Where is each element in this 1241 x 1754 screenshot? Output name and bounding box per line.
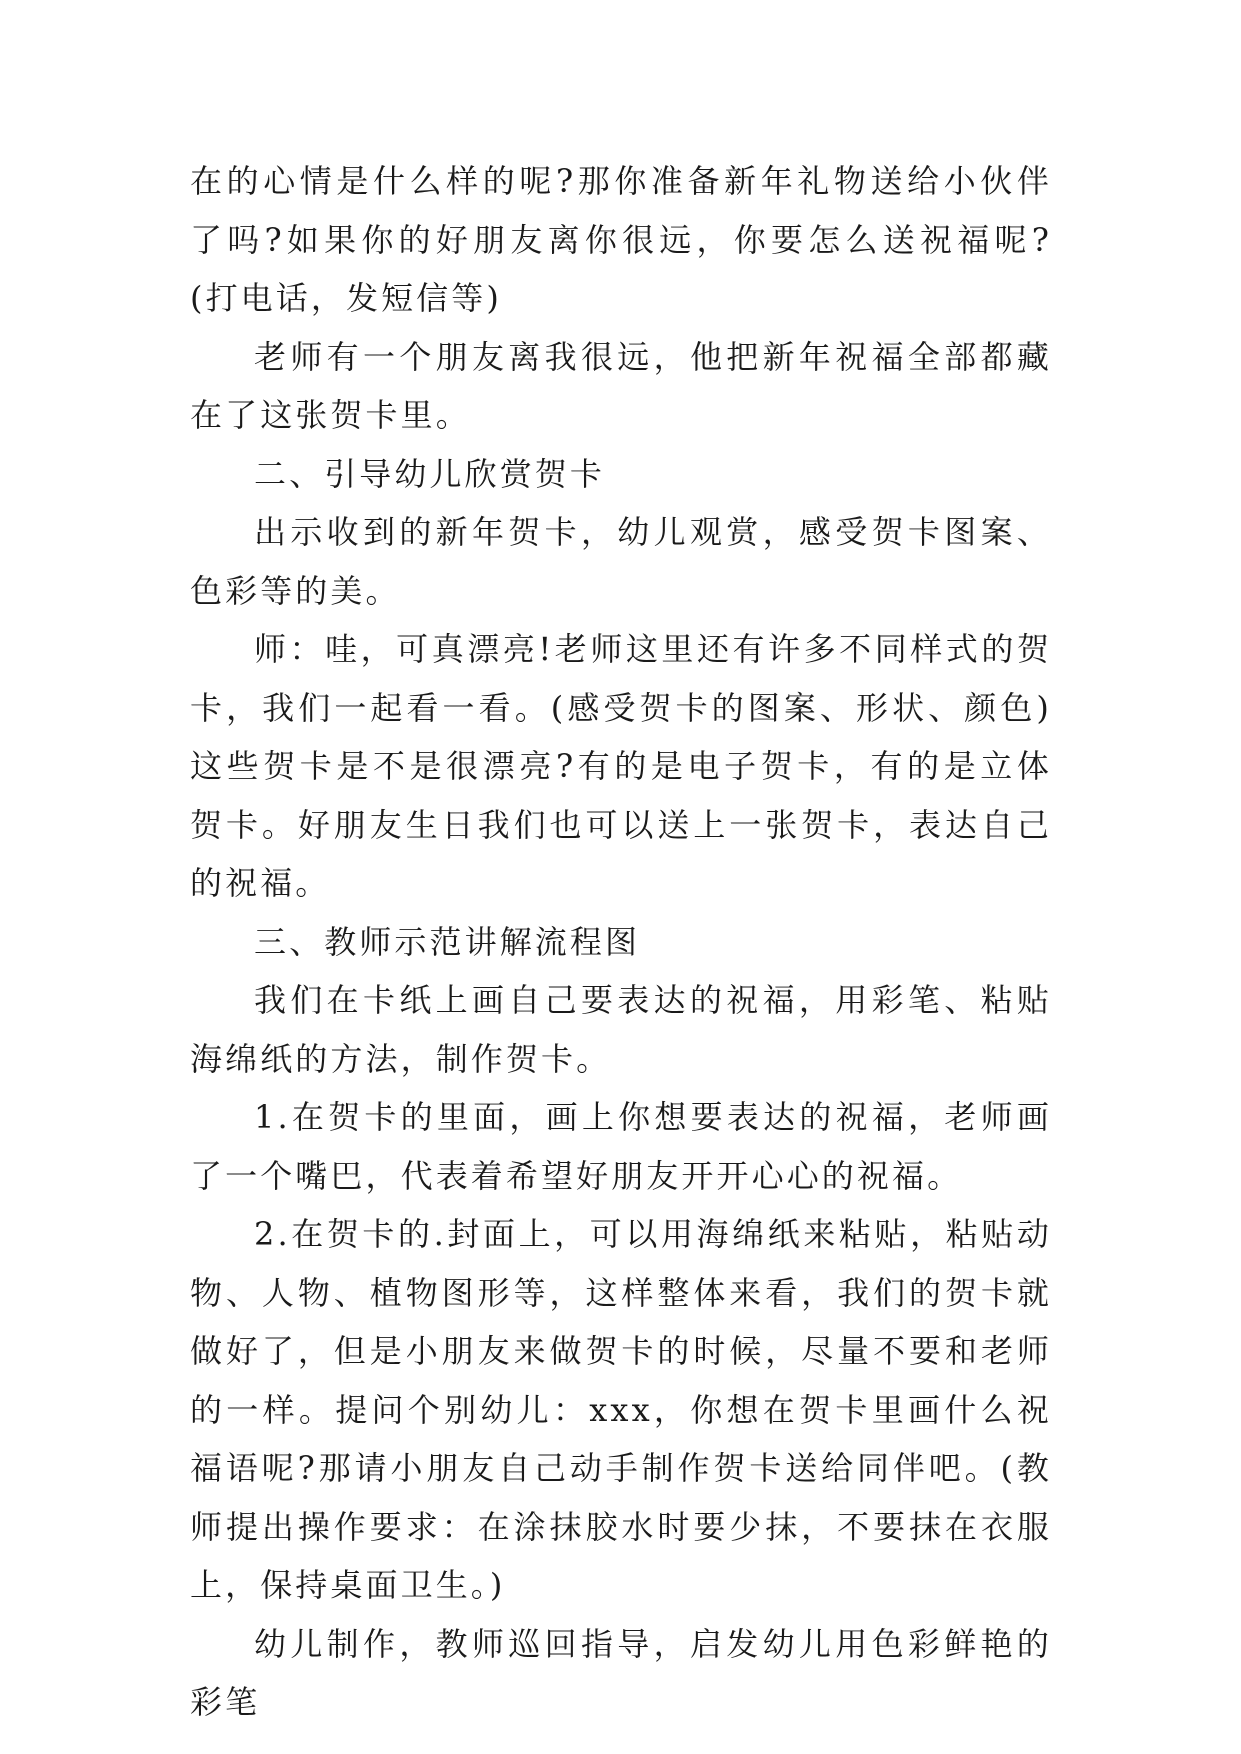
paragraph-2: 老师有一个朋友离我很远，他把新年祝福全部都藏在了这张贺卡里。 — [190, 337, 1052, 434]
list-item-1: 1.在贺卡的里面，画上你想要表达的祝福，老师画了一个嘴巴，代表着希望好朋友开开心心的祝福。 — [190, 1098, 1052, 1195]
paragraph-5: 师：哇，可真漂亮!老师这里还有许多不同样式的贺卡，我们一起看一看。(感受贺卡的图案、形状、颜色)这些贺卡是不是很漂亮?有的是电子贺卡，有的是立体贺卡。好朋友生日我们也可以送上一张贺卡，表达自己的祝福。 — [190, 630, 1052, 902]
paragraph-1: 在的心情是什么样的呢?那你准备新年礼物送给小伙伴了吗?如果你的好朋友离你很远，你要怎么送祝福呢?(打电话，发短信等) — [190, 162, 1052, 317]
list-item-2: 2.在贺卡的.封面上，可以用海绵纸来粘贴，粘贴动物、人物、植物图形等，这样整体来看，我们的贺卡就做好了，但是小朋友来做贺卡的时候，尽量不要和老师的一样。提问个别幼儿：xxx，你想在贺卡里画什么祝福语呢?那请小朋友自己动手制作贺卡送给同伴吧。(教师提出操作要求：在涂抹胶水时要少抹，不要抹在衣服上，保持桌面卫生。) — [190, 1215, 1052, 1604]
paragraph-10: 幼儿制作，教师巡回指导，启发幼儿用色彩鲜艳的彩笔 — [190, 1624, 1052, 1721]
paragraph-7: 我们在卡纸上画自己要表达的祝福，用彩笔、粘贴海绵纸的方法，制作贺卡。 — [190, 981, 1052, 1078]
section-heading-2: 二、引导幼儿欣赏贺卡 — [254, 454, 606, 493]
document-body — [190, 152, 1052, 1732]
paragraph-4: 出示收到的新年贺卡，幼儿观赏，感受贺卡图案、色彩等的美。 — [190, 513, 1052, 610]
section-heading-3: 三、教师示范讲解流程图 — [254, 922, 641, 961]
